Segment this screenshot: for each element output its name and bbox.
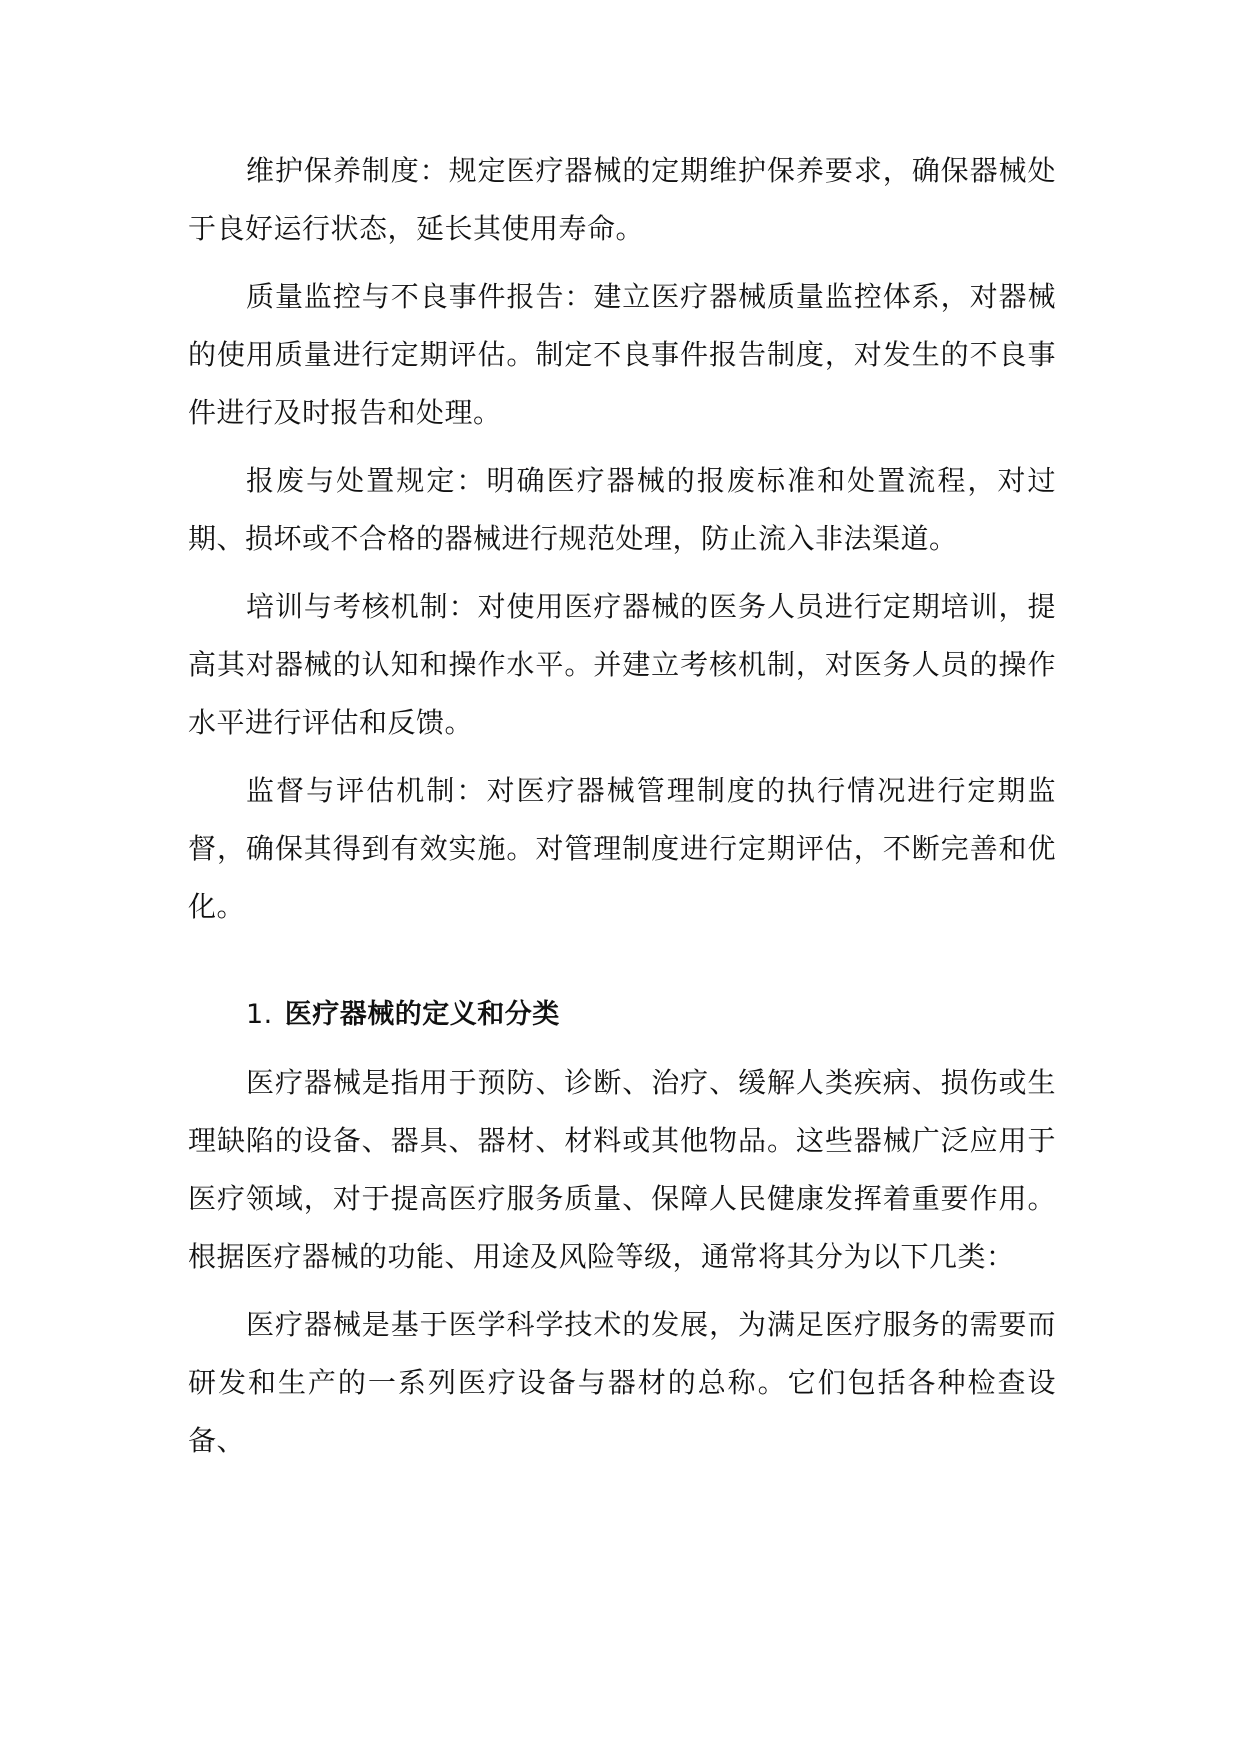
paragraph-training: 培训与考核机制：对使用医疗器械的医务人员进行定期培训，提高其对器械的认知和操作水平。并建立考核机制，对医务人员的操作水平进行评估和反馈。 (188, 590, 1056, 739)
paragraph-disposal: 报废与处置规定：明确医疗器械的报废标准和处置流程，对过期、损坏或不合格的器械进行规范处理，防止流入非法渠道。 (188, 464, 1056, 555)
document-body (188, 142, 1056, 1480)
paragraph-supervision: 监督与评估机制：对医疗器械管理制度的执行情况进行定期监督，确保其得到有效实施。对管理制度进行定期评估，不断完善和优化。 (188, 774, 1056, 923)
section-title: 医疗器械的定义和分类 (284, 999, 560, 1030)
section-heading (188, 986, 1056, 1044)
paragraph-definition: 医疗器械是指用于预防、诊断、治疗、缓解人类疾病、损伤或生理缺陷的设备、器具、器材、材料或其他物品。这些器械广泛应用于医疗领域，对于提高医疗服务质量、保障人民健康发挥着重要作用。根据医疗器械的功能、用途及风险等级，通常将其分为以下几类： (188, 1066, 1056, 1273)
paragraph-quality-monitoring: 质量监控与不良事件报告：建立医疗器械质量监控体系，对器械的使用质量进行定期评估。制定不良事件报告制度，对发生的不良事件进行及时报告和处理。 (188, 280, 1056, 429)
section-number: 1. (246, 999, 273, 1030)
paragraph-overview: 医疗器械是基于医学科学技术的发展，为满足医疗服务的需要而研发和生产的一系列医疗设备与器材的总称。它们包括各种检查设备、 (188, 1308, 1056, 1457)
paragraph-maintenance: 维护保养制度：规定医疗器械的定期维护保养要求，确保器械处于良好运行状态，延长其使用寿命。 (188, 154, 1056, 245)
